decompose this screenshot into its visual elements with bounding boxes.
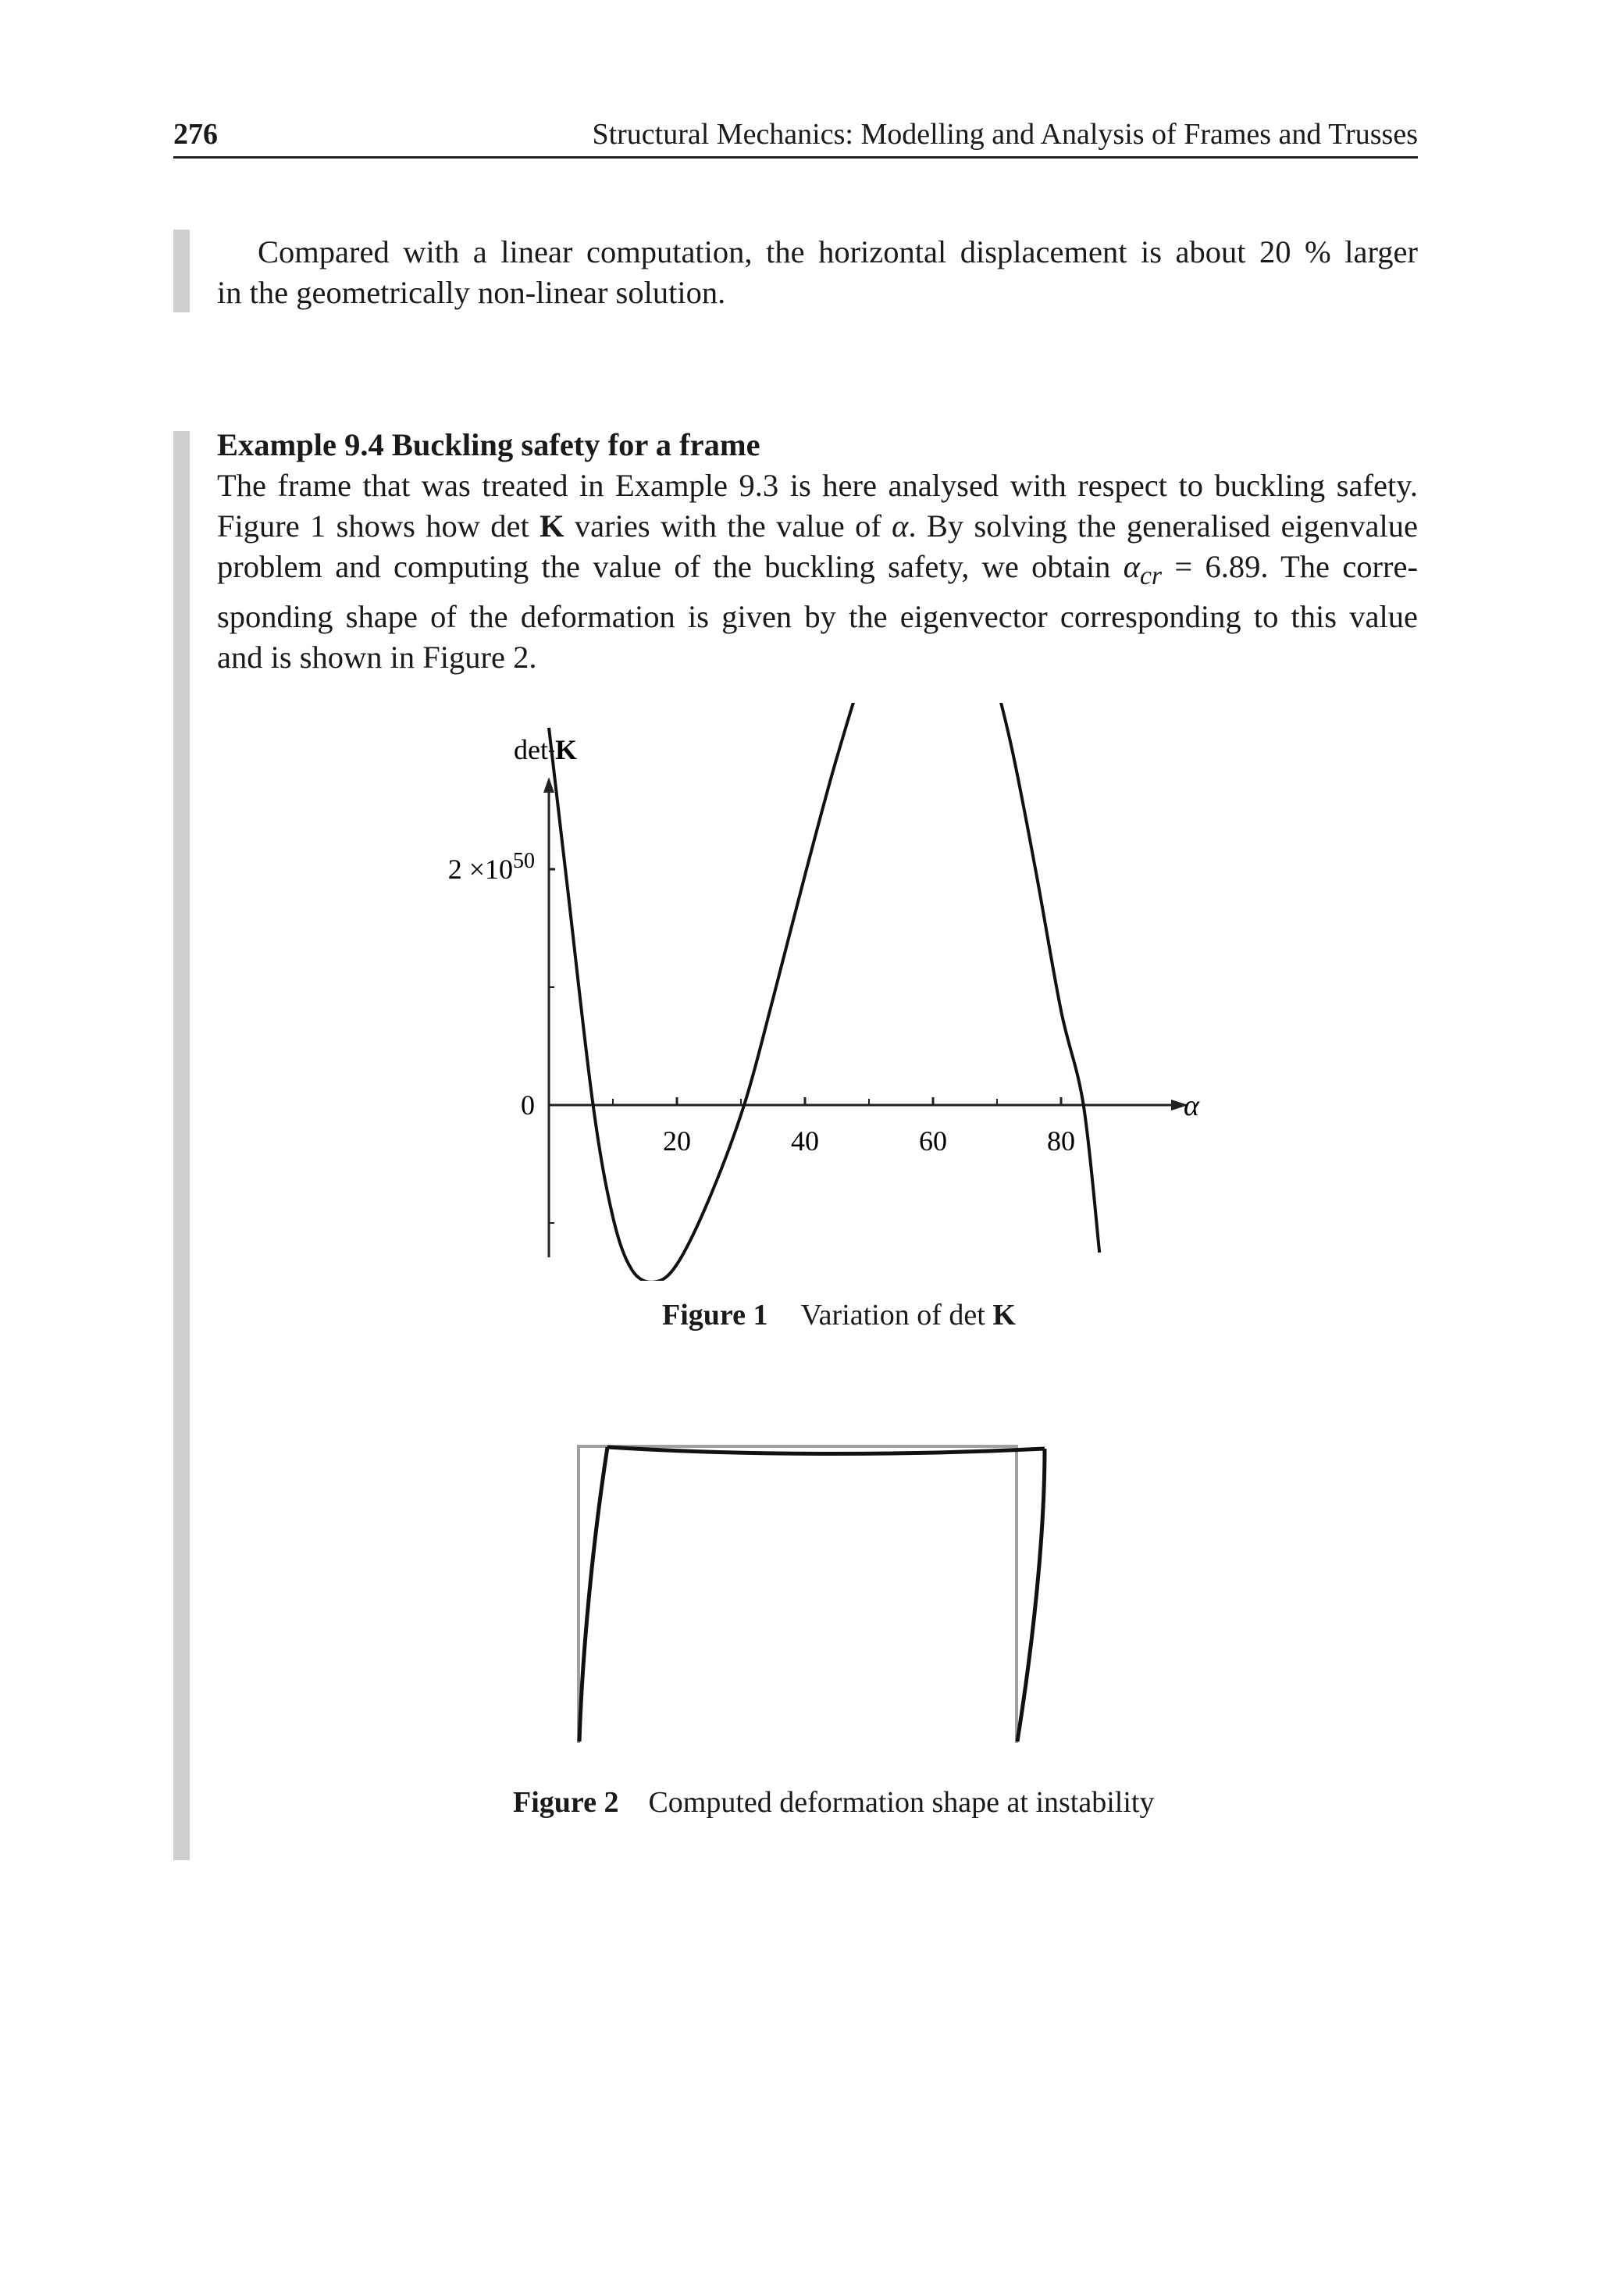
example-line-1: The frame that was treated in Example 9.3 is here analysed with respect to buckling safety. (217, 468, 1418, 503)
y-axis-label: det K (514, 734, 577, 765)
example-line-2: Figure 1 shows how det K varies with the value of α. By solving the generalised eigenvalue (217, 508, 1418, 544)
x-tick-label: 20 (663, 1125, 691, 1157)
margin-bar-1 (173, 230, 190, 312)
deformation-figure (0, 1421, 1599, 1749)
example-text (217, 425, 1418, 678)
x-tick-label: 40 (791, 1125, 819, 1157)
det-k-curve (549, 703, 1099, 1281)
deformed-right-column (1017, 1449, 1045, 1742)
y-axis-arrow (543, 777, 554, 793)
figure-2-label: Figure 2 (513, 1786, 619, 1819)
x-tick-label: 60 (919, 1125, 947, 1157)
figure-1-label: Figure 1 (662, 1299, 768, 1332)
example-line-4: sponding shape of the deformation is given by the eigenvector corresponding to this value (217, 599, 1418, 635)
det-k-chart (0, 703, 1599, 1281)
example-heading: Example 9.4 Buckling safety for a frame (217, 427, 760, 462)
y-tick-label: 0 (521, 1089, 535, 1121)
example-line-3: problem and computing the value of the buckling safety, we obtain $\alpha_{cr} = 6.89$. The corre- (217, 549, 1418, 591)
undeformed-frame (579, 1446, 1017, 1743)
figure-2-caption: Figure 2 Computed deformation shape at instability (513, 1786, 1155, 1819)
y-tick-label: $2 \times 10^{50}$ (447, 849, 535, 885)
deformed-beam (607, 1447, 1045, 1454)
paragraph-1-line-2: in the geometrically non-linear solution. (217, 275, 726, 310)
page-header (173, 114, 1418, 159)
example-line-5: and is shown in Figure 2. (217, 640, 537, 676)
paragraph-1 (217, 232, 1418, 313)
figure-1-caption: Figure 1 Variation of det K (662, 1299, 1016, 1332)
x-tick-label: 80 (1047, 1125, 1075, 1157)
page-number: 276 (173, 118, 218, 151)
x-axis-label: α (1184, 1089, 1199, 1122)
deformed-left-column (579, 1447, 607, 1742)
paragraph-1-line-1: Compared with a linear computation, the horizontal displacement is about 20 % larger (258, 234, 1418, 269)
running-title: Structural Mechanics: Modelling and Analysis of Frames and Trusses (592, 118, 1418, 151)
